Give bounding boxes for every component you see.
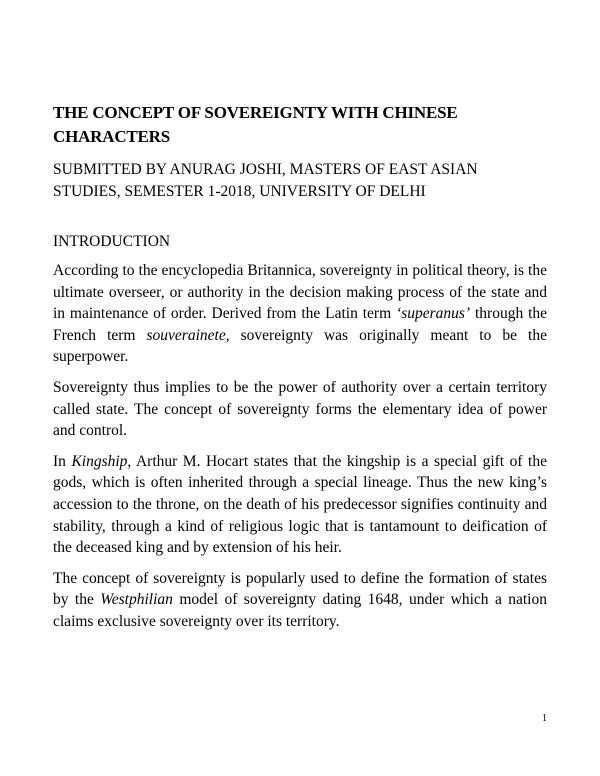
paragraph-text: The concept of sovereignty is popularly used to define the formation of states by the: [53, 569, 547, 609]
paragraph-text: , Arthur M. Hocart states that the kingship is a special gift of the gods, which is often inherited through a special lineage. Thus the new king’s accession to the throne, on the death of his predecessor signifies continuity and stability, through a kind of religious logic that is tantamount to deification of the deceased king and by extension of his heir.: [53, 452, 547, 557]
author-line: SUBMITTED BY ANURAG JOSHI, MASTERS OF EAST ASIAN STUDIES, SEMESTER 1-2018, UNIVERSITY OF DELHI: [53, 161, 478, 200]
italic-term: Kingship: [71, 452, 128, 470]
section-heading: INTRODUCTION: [53, 233, 171, 250]
paragraph-4: [53, 568, 547, 633]
italic-term: Westphilian: [100, 591, 173, 609]
paragraph-text: In: [53, 452, 72, 470]
paragraph-1: [53, 260, 547, 368]
paragraph-text: model of sovereignty dating 1648, under which a nation claims exclusive sovereignty over its territory.: [53, 591, 547, 630]
italic-term: souverainete,: [146, 326, 230, 344]
paragraph-text: According to the encyclopedia Britannica, sovereignty in political theory, is the ultimate overseer, or authority in the decision making process of the state and in maintenance of order. Derived from the Latin term: [53, 262, 547, 323]
paragraph-text: through the French term: [53, 305, 548, 344]
paragraph-2: Sovereignty thus implies to be the power of authority over a certain territory called state. The concept of sovereignty forms the elementary idea of power and control.: [53, 378, 547, 440]
italic-term: ‘superanus’: [396, 305, 471, 323]
page-number: 1: [542, 713, 547, 724]
document-title: THE CONCEPT OF SOVEREIGNTY WITH CHINESE CHARACTERS: [53, 103, 458, 146]
paragraph-text: sovereignty was originally meant to be the superpower.: [53, 326, 547, 366]
document-page: [53, 101, 547, 642]
paragraph-3: [53, 451, 547, 559]
